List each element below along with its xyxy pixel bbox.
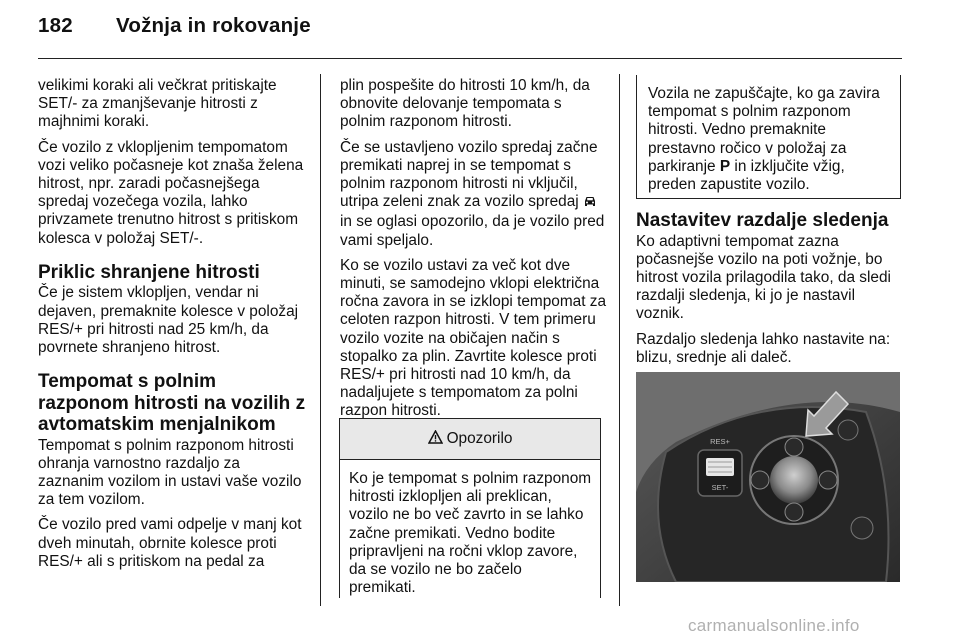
- page-title: Vožnja in rokovanje: [116, 14, 311, 37]
- paragraph: Če je sistem vklopljen, vendar ni dejaven, premaknite kolesce v položaj RES/+ pri hitrosti nad 25 km/h, da povrnete shranjeno hitrost.: [38, 284, 299, 356]
- paragraph: Če vozilo z vklopljenim tempomatom vozi veliko počasneje kot znaša želena hitrost, npr. zaradi počasnejšega spredaj vozečega vozila, lahko privzamete trenutno hitrost s pritiskom kolesca v položaj SET/-.: [38, 138, 304, 247]
- heading-following-distance: Nastavitev razdalje sledenja: [636, 210, 889, 231]
- paragraph: Razdaljo sledenja lahko nastavite na: blizu, srednje ali daleč.: [636, 330, 891, 366]
- paragraph: Ko se vozilo ustavi za več kot dve minuti, se samodejno vklopi električna ročna zavora in se izklopi tempomat za celoten razpon hitrosti. V tem primeru vozilo vozite na običajen način s stopalko za plin. Zavrtite kolesce proti RES/+ pri hitrosti nad 10 km/h, da nadaljujete s tempomatom za polni razpon hitrosti.: [340, 256, 607, 420]
- column-1: [38, 77, 308, 578]
- paragraph: Tempomat s polnim razponom hitrosti ohranja varnostno razdaljo za zaznanim vozilom in ustavi vaše vozilo za tem vozilom.: [38, 436, 302, 509]
- paragraph: Če vozilo pred vami odpelje v manj kot dveh minutah, obrnite kolesce proti RES/+ ali s pritiskom na pedal za: [38, 516, 302, 570]
- header-rule: [38, 58, 902, 59]
- paragraph-part: in se oglasi opozorilo, da je vozilo pred vami speljalo.: [340, 213, 605, 249]
- watermark: carmanualsonline.info: [688, 616, 860, 635]
- column-2: [340, 77, 608, 428]
- warning-header: [340, 419, 600, 460]
- column-divider-1: [320, 74, 321, 606]
- paragraph-part: Če se ustavljeno vozilo spredaj začne premikati naprej in se tempomat s polnim razponom hitrosti ni vključil, utripa zeleni znak za vozilo spredaj: [340, 138, 598, 211]
- heading-recall-speed: Priklic shranjene hitrosti: [38, 261, 260, 283]
- column-divider-2: [619, 74, 620, 606]
- caution-text: Vozila ne zapuščajte, ko ga zavira tempomat s polnim razponom hitrosti. Vedno premaknite prestavno ročico v položaj za parkiranje: [648, 85, 880, 175]
- warning-text: Ko je tempomat s polnim razponom hitrosti izklopljen ali preklican, vozilo ne bo več zavrto in se lahko začne premikati. Vedno bodite pripravljeni na ročni vklop zavore, da se vozilo ne bo začelo premikati.: [349, 470, 592, 597]
- park-position-label: P: [719, 157, 731, 175]
- set-label: SET-: [711, 483, 729, 492]
- warning-box: [339, 418, 601, 598]
- paragraph: plin pospešite do hitrosti 10 km/h, da obnovite delovanje tempomata s polnim razponom hitrosti.: [340, 77, 590, 131]
- warning-title: Opozorilo: [446, 430, 513, 447]
- res-label: RES+: [710, 437, 730, 446]
- caution-text: in izključite vžig, preden zapustite vozilo.: [648, 157, 845, 194]
- column-3: [636, 210, 904, 374]
- page-number: 182: [38, 14, 73, 37]
- page-header: [38, 14, 311, 38]
- paragraph: Ko adaptivni tempomat zazna počasnejše vozilo na poti vožnje, bo hitrost vozila prilagodila tako, da sledi razdalji sledenja, ki jo je nastavil voznik.: [636, 232, 891, 323]
- paragraph: [340, 139, 608, 250]
- vehicle-ahead-icon: [583, 195, 597, 213]
- caution-box: [636, 75, 901, 199]
- warning-triangle-icon: [428, 430, 443, 449]
- steering-wheel-controls-photo: [636, 372, 900, 582]
- heading-full-range-cruise: Tempomat s polnim razponom hitrosti na vozilih z avtomatskim menjalnikom: [38, 371, 306, 436]
- paragraph: velikimi koraki ali večkrat pritiskajte SET/- za zmanjševanje hitrosti z majhnimi koraki.: [38, 77, 277, 131]
